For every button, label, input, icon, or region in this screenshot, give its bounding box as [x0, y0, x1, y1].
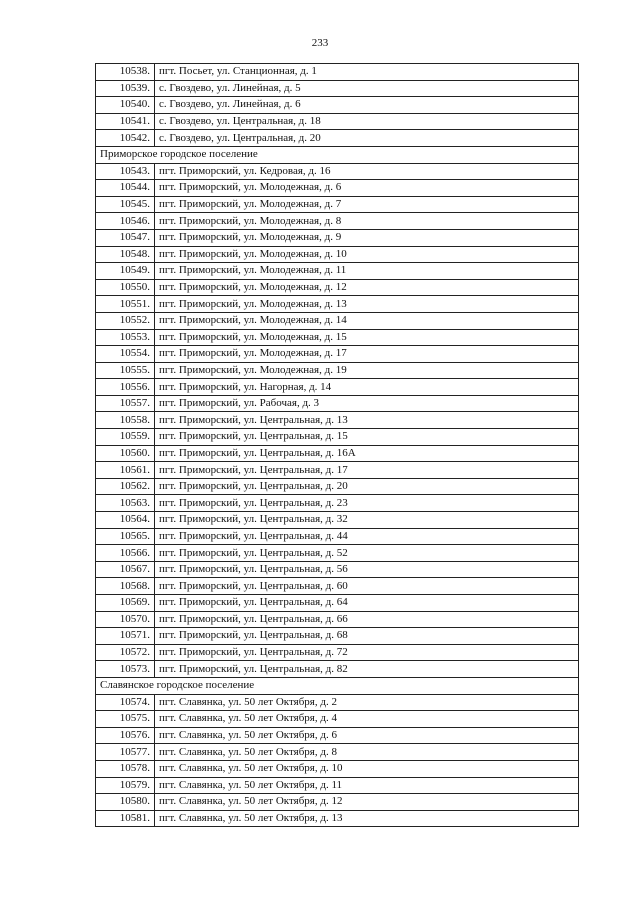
table-row: [96, 296, 579, 313]
address-cell: пгт. Славянка, ул. 50 лет Октября, д. 6: [155, 727, 579, 744]
row-number: 10541.: [96, 113, 155, 130]
address-cell: пгт. Приморский, ул. Центральная, д. 82: [155, 661, 579, 678]
address-cell: пгт. Приморский, ул. Центральная, д. 16А: [155, 445, 579, 462]
table-row: [96, 329, 579, 346]
address-cell: пгт. Славянка, ул. 50 лет Октября, д. 10: [155, 760, 579, 777]
table-row: [96, 97, 579, 114]
row-number: 10547.: [96, 229, 155, 246]
row-number: 10573.: [96, 661, 155, 678]
row-number: 10576.: [96, 727, 155, 744]
table-row: [96, 727, 579, 744]
row-number: 10580.: [96, 794, 155, 811]
row-number: 10581.: [96, 810, 155, 827]
address-cell: пгт. Приморский, ул. Центральная, д. 44: [155, 528, 579, 545]
table-row: [96, 478, 579, 495]
address-cell: пгт. Приморский, ул. Нагорная, д. 14: [155, 379, 579, 396]
row-number: 10572.: [96, 644, 155, 661]
row-number: 10556.: [96, 379, 155, 396]
address-cell: с. Гвоздево, ул. Линейная, д. 5: [155, 80, 579, 97]
row-number: 10539.: [96, 80, 155, 97]
row-number: 10571.: [96, 628, 155, 645]
address-cell: пгт. Приморский, ул. Кедровая, д. 16: [155, 163, 579, 180]
row-number: 10575.: [96, 711, 155, 728]
row-number: 10564.: [96, 512, 155, 529]
row-number: 10570.: [96, 611, 155, 628]
table-row: [96, 794, 579, 811]
table-row: [96, 512, 579, 529]
table-row: [96, 64, 579, 81]
table-row: [96, 80, 579, 97]
row-number: 10551.: [96, 296, 155, 313]
table-row: [96, 595, 579, 612]
section-header-row: [96, 146, 579, 163]
address-cell: пгт. Славянка, ул. 50 лет Октября, д. 2: [155, 694, 579, 711]
table-row: [96, 661, 579, 678]
row-number: 10548.: [96, 246, 155, 263]
row-number: 10568.: [96, 578, 155, 595]
address-cell: пгт. Приморский, ул. Центральная, д. 15: [155, 429, 579, 446]
row-number: 10562.: [96, 478, 155, 495]
table-row: [96, 578, 579, 595]
row-number: 10554.: [96, 346, 155, 363]
address-cell: пгт. Славянка, ул. 50 лет Октября, д. 11: [155, 777, 579, 794]
row-number: 10543.: [96, 163, 155, 180]
table-row: [96, 362, 579, 379]
address-cell: пгт. Приморский, ул. Центральная, д. 64: [155, 595, 579, 612]
table-row: [96, 694, 579, 711]
row-number: 10552.: [96, 312, 155, 329]
section-title: Приморское городское поселение: [96, 146, 579, 163]
table-row: [96, 445, 579, 462]
address-cell: пгт. Приморский, ул. Молодежная, д. 9: [155, 229, 579, 246]
table-row: [96, 246, 579, 263]
row-number: 10574.: [96, 694, 155, 711]
address-cell: пгт. Приморский, ул. Молодежная, д. 11: [155, 263, 579, 280]
address-cell: пгт. Приморский, ул. Центральная, д. 23: [155, 495, 579, 512]
address-cell: пгт. Приморский, ул. Центральная, д. 52: [155, 545, 579, 562]
table-row: [96, 495, 579, 512]
row-number: 10577.: [96, 744, 155, 761]
address-cell: пгт. Приморский, ул. Молодежная, д. 19: [155, 362, 579, 379]
table-row: [96, 163, 579, 180]
address-cell: пгт. Приморский, ул. Молодежная, д. 7: [155, 196, 579, 213]
row-number: 10565.: [96, 528, 155, 545]
address-cell: пгт. Приморский, ул. Центральная, д. 17: [155, 462, 579, 479]
address-cell: пгт. Приморский, ул. Рабочая, д. 3: [155, 395, 579, 412]
table-row: [96, 263, 579, 280]
address-cell: пгт. Приморский, ул. Центральная, д. 20: [155, 478, 579, 495]
address-cell: пгт. Приморский, ул. Молодежная, д. 17: [155, 346, 579, 363]
row-number: 10567.: [96, 561, 155, 578]
row-number: 10578.: [96, 760, 155, 777]
row-number: 10549.: [96, 263, 155, 280]
table-row: [96, 777, 579, 794]
row-number: 10563.: [96, 495, 155, 512]
table-row: [96, 462, 579, 479]
row-number: 10569.: [96, 595, 155, 612]
row-number: 10553.: [96, 329, 155, 346]
page-number: 233: [311, 37, 329, 49]
row-number: 10561.: [96, 462, 155, 479]
table-row: [96, 379, 579, 396]
address-cell: пгт. Славянка, ул. 50 лет Октября, д. 4: [155, 711, 579, 728]
row-number: 10544.: [96, 180, 155, 197]
address-cell: пгт. Приморский, ул. Молодежная, д. 14: [155, 312, 579, 329]
table-row: [96, 561, 579, 578]
row-number: 10540.: [96, 97, 155, 114]
table-row: [96, 412, 579, 429]
table-row: [96, 644, 579, 661]
table-row: [96, 213, 579, 230]
table-row: [96, 628, 579, 645]
address-cell: пгт. Приморский, ул. Центральная, д. 60: [155, 578, 579, 595]
table-row: [96, 312, 579, 329]
address-cell: пгт. Славянка, ул. 50 лет Октября, д. 13: [155, 810, 579, 827]
row-number: 10545.: [96, 196, 155, 213]
address-table: [95, 63, 579, 827]
address-cell: пгт. Посьет, ул. Станционная, д. 1: [155, 64, 579, 81]
address-cell: пгт. Славянка, ул. 50 лет Октября, д. 12: [155, 794, 579, 811]
address-cell: с. Гвоздево, ул. Центральная, д. 20: [155, 130, 579, 147]
row-number: 10550.: [96, 279, 155, 296]
table-row: [96, 744, 579, 761]
row-number: 10557.: [96, 395, 155, 412]
address-cell: пгт. Приморский, ул. Молодежная, д. 6: [155, 180, 579, 197]
section-title: Славянское городское поселение: [96, 677, 579, 694]
address-cell: пгт. Приморский, ул. Молодежная, д. 8: [155, 213, 579, 230]
table-row: [96, 113, 579, 130]
address-cell: пгт. Приморский, ул. Молодежная, д. 12: [155, 279, 579, 296]
table-row: [96, 229, 579, 246]
section-header-row: [96, 677, 579, 694]
address-cell: пгт. Приморский, ул. Молодежная, д. 15: [155, 329, 579, 346]
table-row: [96, 346, 579, 363]
address-cell: пгт. Приморский, ул. Центральная, д. 32: [155, 512, 579, 529]
row-number: 10558.: [96, 412, 155, 429]
table-row: [96, 180, 579, 197]
address-cell: пгт. Приморский, ул. Центральная, д. 72: [155, 644, 579, 661]
address-cell: пгт. Приморский, ул. Молодежная, д. 10: [155, 246, 579, 263]
table-row: [96, 545, 579, 562]
table-row: [96, 279, 579, 296]
address-cell: пгт. Приморский, ул. Центральная, д. 68: [155, 628, 579, 645]
address-cell: с. Гвоздево, ул. Центральная, д. 18: [155, 113, 579, 130]
row-number: 10566.: [96, 545, 155, 562]
table-row: [96, 196, 579, 213]
table-row: [96, 130, 579, 147]
address-cell: пгт. Приморский, ул. Молодежная, д. 13: [155, 296, 579, 313]
address-cell: пгт. Приморский, ул. Центральная, д. 13: [155, 412, 579, 429]
address-cell: пгт. Приморский, ул. Центральная, д. 66: [155, 611, 579, 628]
row-number: 10560.: [96, 445, 155, 462]
row-number: 10579.: [96, 777, 155, 794]
row-number: 10546.: [96, 213, 155, 230]
row-number: 10559.: [96, 429, 155, 446]
table-row: [96, 611, 579, 628]
address-cell: пгт. Славянка, ул. 50 лет Октября, д. 8: [155, 744, 579, 761]
address-table-body: [96, 64, 579, 827]
table-row: [96, 711, 579, 728]
table-row: [96, 429, 579, 446]
address-cell: пгт. Приморский, ул. Центральная, д. 56: [155, 561, 579, 578]
table-row: [96, 528, 579, 545]
row-number: 10555.: [96, 362, 155, 379]
address-cell: с. Гвоздево, ул. Линейная, д. 6: [155, 97, 579, 114]
table-row: [96, 395, 579, 412]
table-row: [96, 810, 579, 827]
row-number: 10542.: [96, 130, 155, 147]
table-row: [96, 760, 579, 777]
row-number: 10538.: [96, 64, 155, 81]
